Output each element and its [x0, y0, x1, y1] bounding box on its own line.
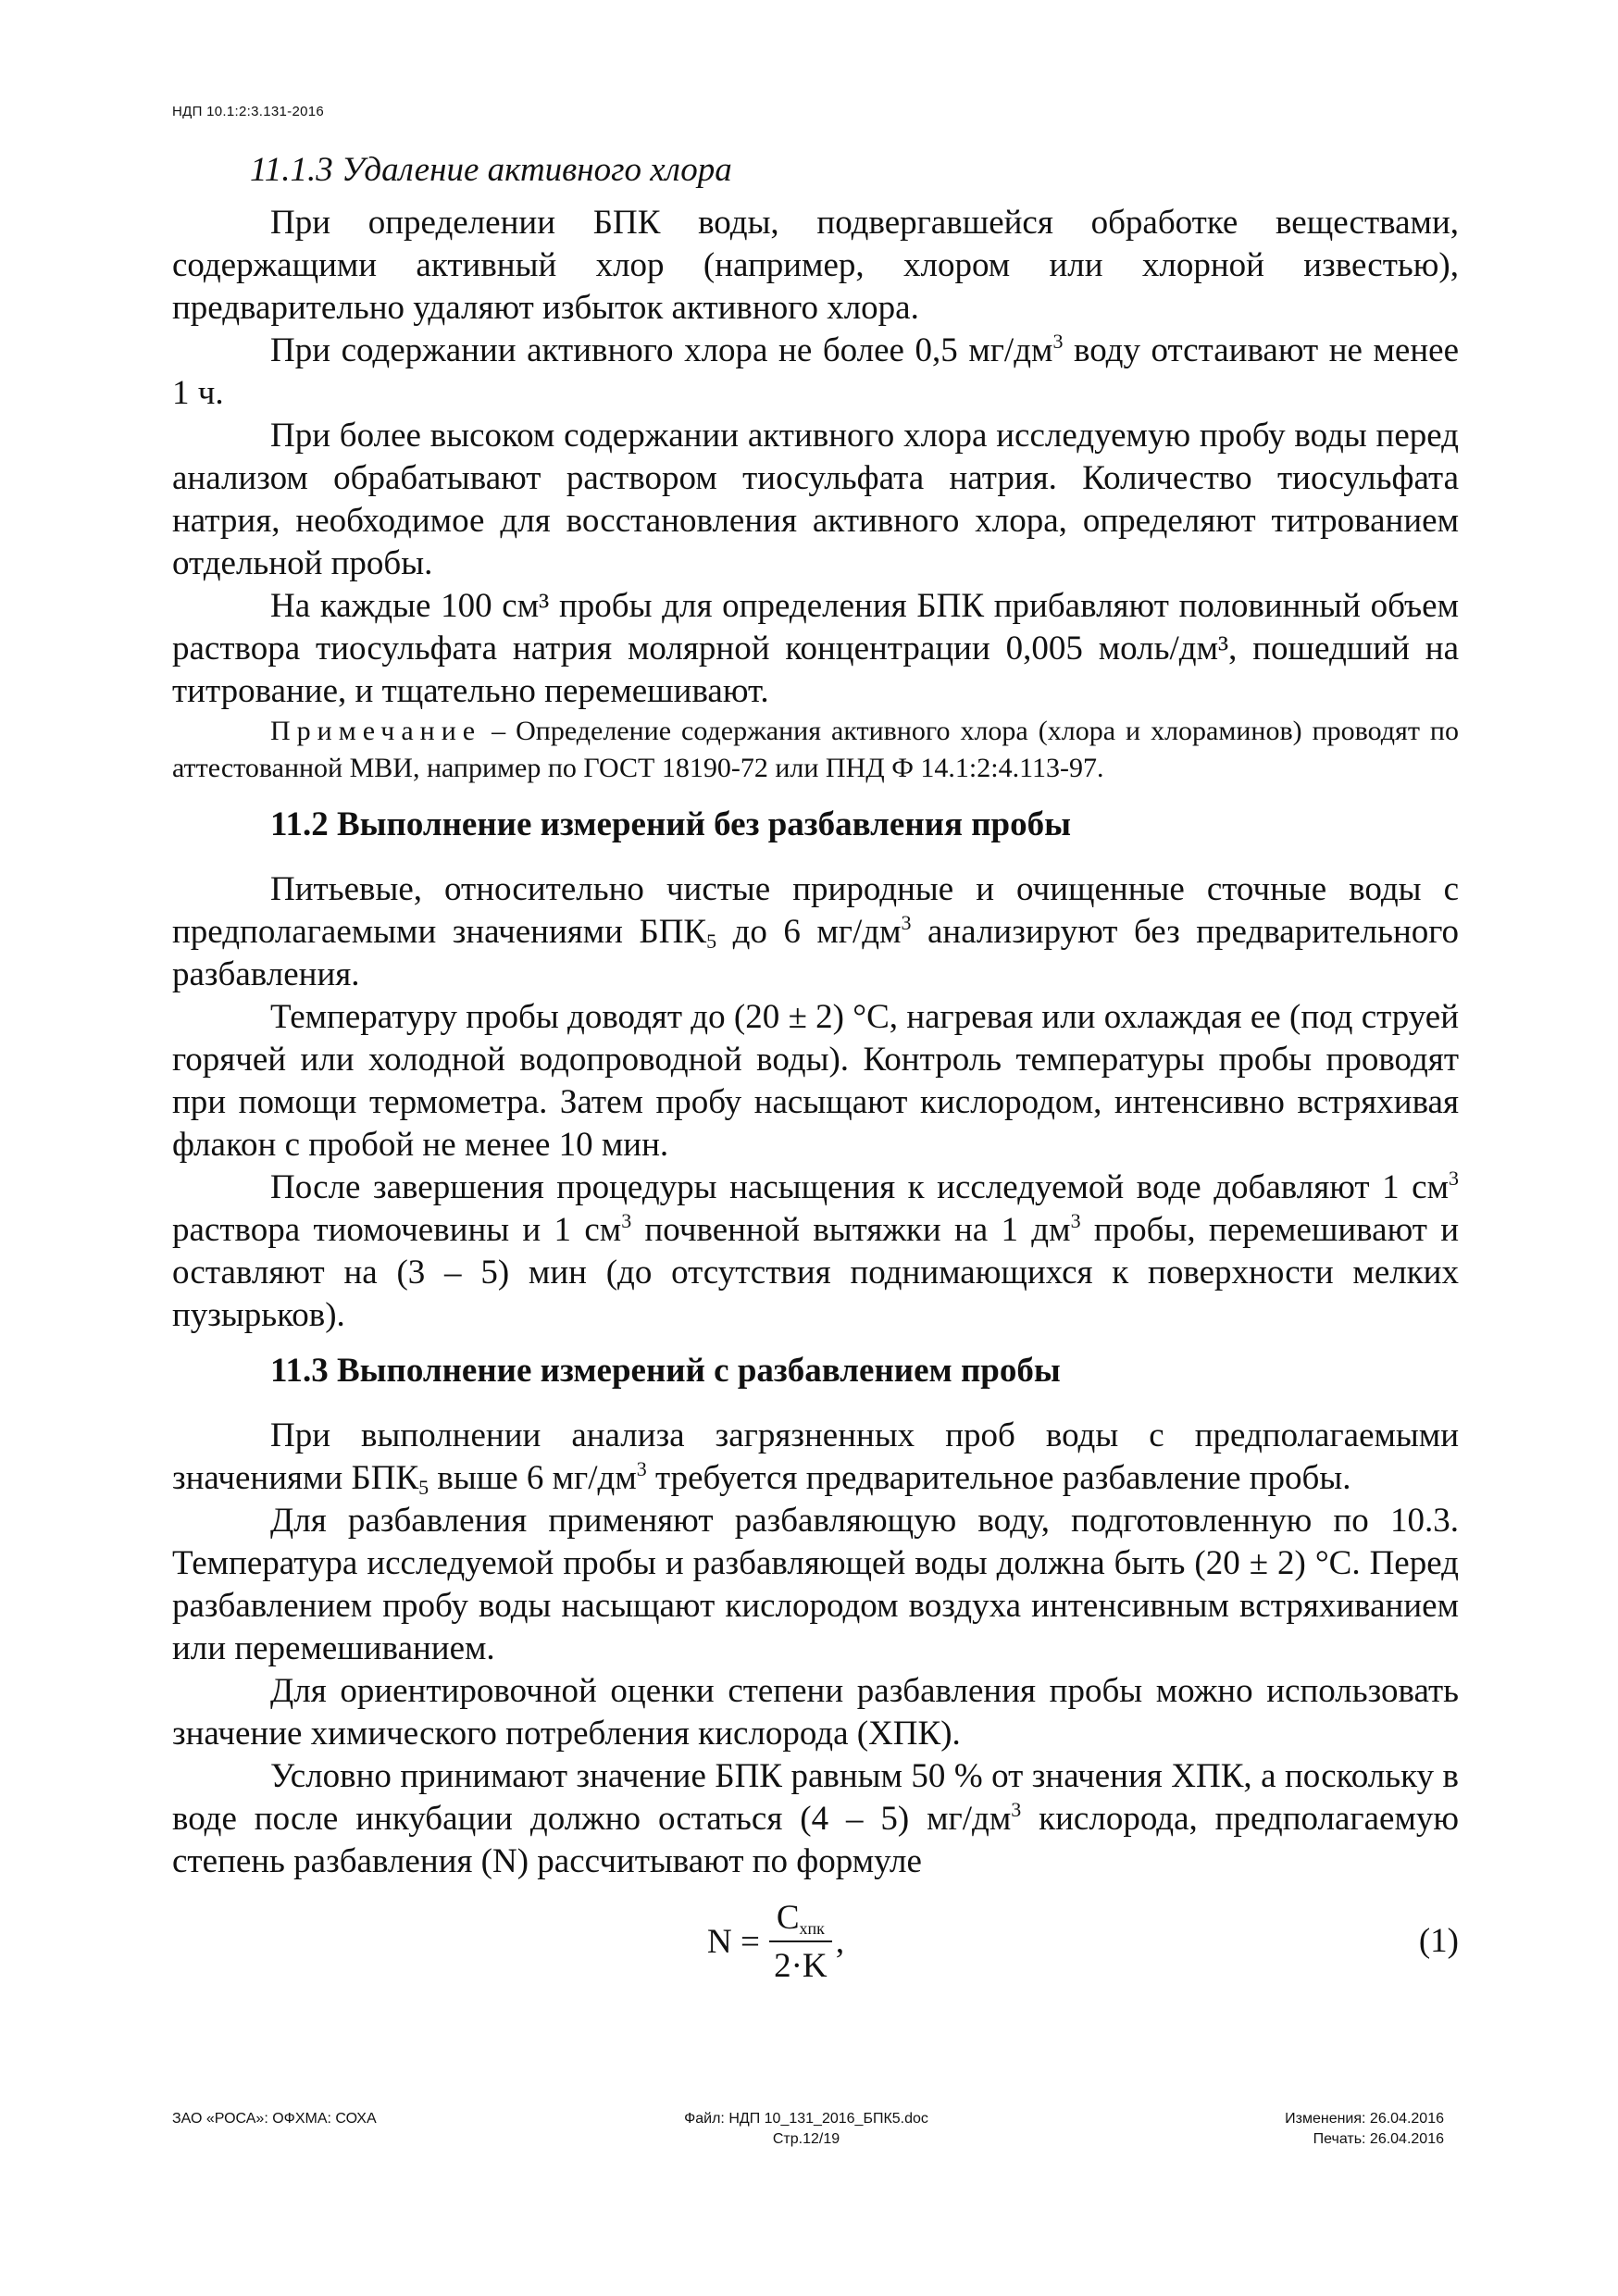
formula: [707, 1898, 844, 1987]
footer-dates: [1259, 2109, 1444, 2150]
formula-denominator: 2·K: [774, 1947, 828, 1985]
paragraph: Условно принимают значение БПК равным 50 % от значения ХПК, а поскольку в воде после инкубации должно остаться (4 – 5) $мг/дм^3$ кислорода, предполагаемую степень разбавления (N) рассчитывают по формуле: [172, 1757, 1459, 1880]
footer-print-date: Печать: 26.04.2016: [1313, 2131, 1444, 2147]
paragraph: При определении БПК воды, подвергавшейся обработке веществами, содержащими активный хлор (например, хлором или хлорной известью), предварительно удаляют избыток активного хлора.: [172, 204, 1459, 327]
paragraph: Для разбавления применяют разбавляющую воду, подготовленную по 10.3. Температура исследуемой пробы и разбавляющей воды должна быть (20 ± 2) °С. Перед разбавлением пробу воды насыщают кислородом воздуха интенсивным встряхиванием или перемешиванием.: [172, 1502, 1459, 1667]
formula-tail: ,: [835, 1923, 845, 1961]
paragraph: При выполнении анализа загрязненных проб воды с предполагаемыми значениями $БПК_5$ выше 6 $мг/дм^3$ требуется предварительное разбавление пробы.: [172, 1416, 1459, 1499]
document-code: НДП 10.1:2:3.131-2016: [172, 104, 325, 119]
section-heading-11-1-3: 11.1.3 Удаление активного хлора: [250, 151, 732, 189]
section-heading-11-2: 11.2 Выполнение измерений без разбавления пробы: [270, 805, 1072, 843]
document-body: [172, 148, 1459, 2003]
section-heading-11-3: 11.3 Выполнение измерений с разбавлением пробы: [270, 1352, 1061, 1390]
paragraph: При содержании активного хлора не более 0,5 $мг/дм^3$ воду отстаивают не менее 1 ч.: [172, 330, 1459, 412]
formula-lhs: N =: [707, 1923, 760, 1961]
footer-page-number: Стр.12/19: [772, 2131, 840, 2147]
formula-numerator: $C_{хпк}$: [769, 1898, 832, 1942]
note: [172, 713, 1459, 787]
footer-file-info: [653, 2109, 959, 2150]
paragraph: Для ориентировочной оценки степени разбавления пробы можно использовать значение химического потребления кислорода (ХПК).: [172, 1672, 1459, 1753]
formula-fraction: [769, 1898, 832, 1987]
paragraph: Температуру пробы доводят до (20 ± 2) °С, нагревая или охлаждая ее (под струей горячей или холодной водопроводной воды). Контроль температуры пробы проводят при помощи термометра. Затем пробу насыщают кислородом, интенсивно встряхивая флакон с пробой не менее 10 мин.: [172, 998, 1459, 1164]
paragraph: На каждые 100 см³ пробы для определения БПК прибавляют половинный объем раствора тиосульфата натрия молярной концентрации 0,005 моль/дм³, пошедший на титрование, и тщательно перемешивают.: [172, 587, 1459, 710]
paragraph: При более высоком содержании активного хлора исследуемую пробу воды перед анализом обрабатывают раствором тиосульфата натрия. Количество тиосульфата натрия, необходимое для восстановления активного хлора, определяют титрованием отдельной пробы.: [172, 417, 1459, 582]
paragraph: После завершения процедуры насыщения к исследуемой воде добавляют 1 $см^3$ раствора тиомочевины и 1 $см^3$ почвенной вытяжки на 1 $дм^3$ пробы, перемешивают и оставляют на (3 – 5) мин (до отсутствия поднимающихся к поверхности мелких пузырьков).: [172, 1167, 1459, 1334]
paragraph: Питьевые, относительно чистые природные и очищенные сточные воды с предполагаемыми значениями $БПК_5$ до 6 $мг/дм^3$ анализируют без предварительного разбавления.: [172, 870, 1460, 993]
note-label: Примечание: [270, 716, 482, 746]
equation-number: (1): [1418, 1922, 1459, 1960]
footer-organization: ЗАО «РОСА»: ОФХМА: СОХА: [172, 2111, 377, 2127]
formula-block: [172, 1892, 1459, 2003]
footer-file: Файл: НДП 10_131_2016_БПК5.doc: [684, 2111, 928, 2127]
footer-changed-date: Изменения: 26.04.2016: [1285, 2111, 1444, 2127]
note-text: – Определение содержания активного хлора (хлора и хлораминов) проводят по аттестованной МВИ, например по ГОСТ 18190-72 или ПНД Ф 14.1:2:4.113-97.: [172, 716, 1459, 783]
